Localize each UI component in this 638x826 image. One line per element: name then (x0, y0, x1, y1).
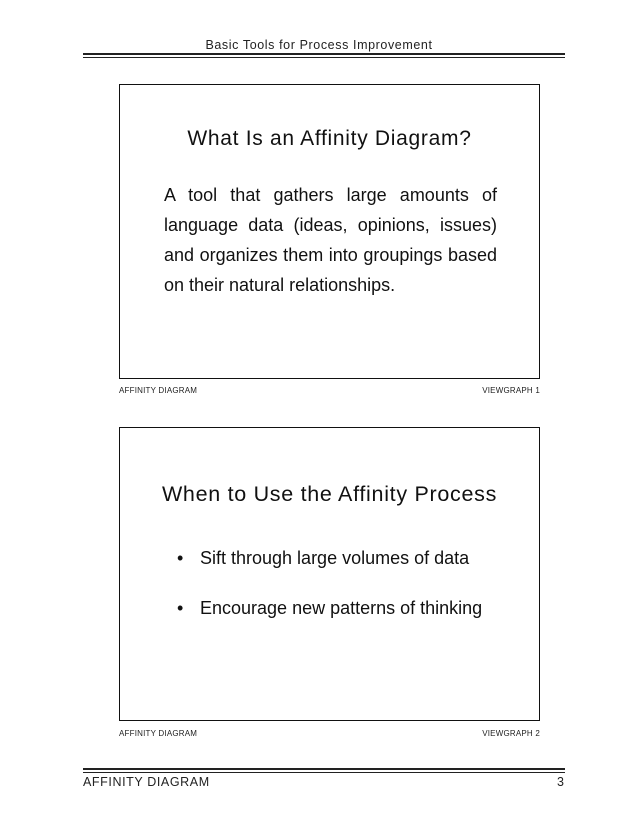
bullet-icon: • (177, 598, 184, 618)
footer-rule-thin (83, 772, 565, 773)
bullet-text: Encourage new patterns of thinking (200, 598, 483, 618)
slide-2-caption-right: VIEWGRAPH 2 (482, 729, 540, 738)
slide-2-bullet-list (177, 546, 497, 620)
slide-1-definition: A tool that gathers large amounts of language data (ideas, opinions, issues) and organizes them into groupings based on their natural relationships. (164, 185, 497, 295)
viewgraph-2 (119, 427, 540, 721)
bullet-item (177, 596, 497, 620)
header-rule-thick (83, 53, 565, 55)
footer-rule-thick (83, 768, 565, 770)
slide-1-caption-left: AFFINITY DIAGRAM (119, 386, 198, 395)
page-header-title: Basic Tools for Process Improvement (205, 38, 433, 52)
slide-2-title: When to Use the Affinity Process (161, 482, 498, 506)
header-rule-thin (83, 57, 565, 58)
bullet-text: Sift through large volumes of data (200, 548, 470, 568)
footer-section-label: AFFINITY DIAGRAM (83, 775, 210, 789)
bullet-icon: • (177, 548, 184, 568)
slide-1-title: What Is an Affinity Diagram? (187, 127, 472, 150)
page-number: 3 (557, 775, 564, 789)
viewgraph-1 (119, 84, 540, 379)
slide-1-caption-right: VIEWGRAPH 1 (482, 386, 540, 395)
bullet-item (177, 546, 497, 570)
slide-2-caption-left: AFFINITY DIAGRAM (119, 729, 198, 738)
